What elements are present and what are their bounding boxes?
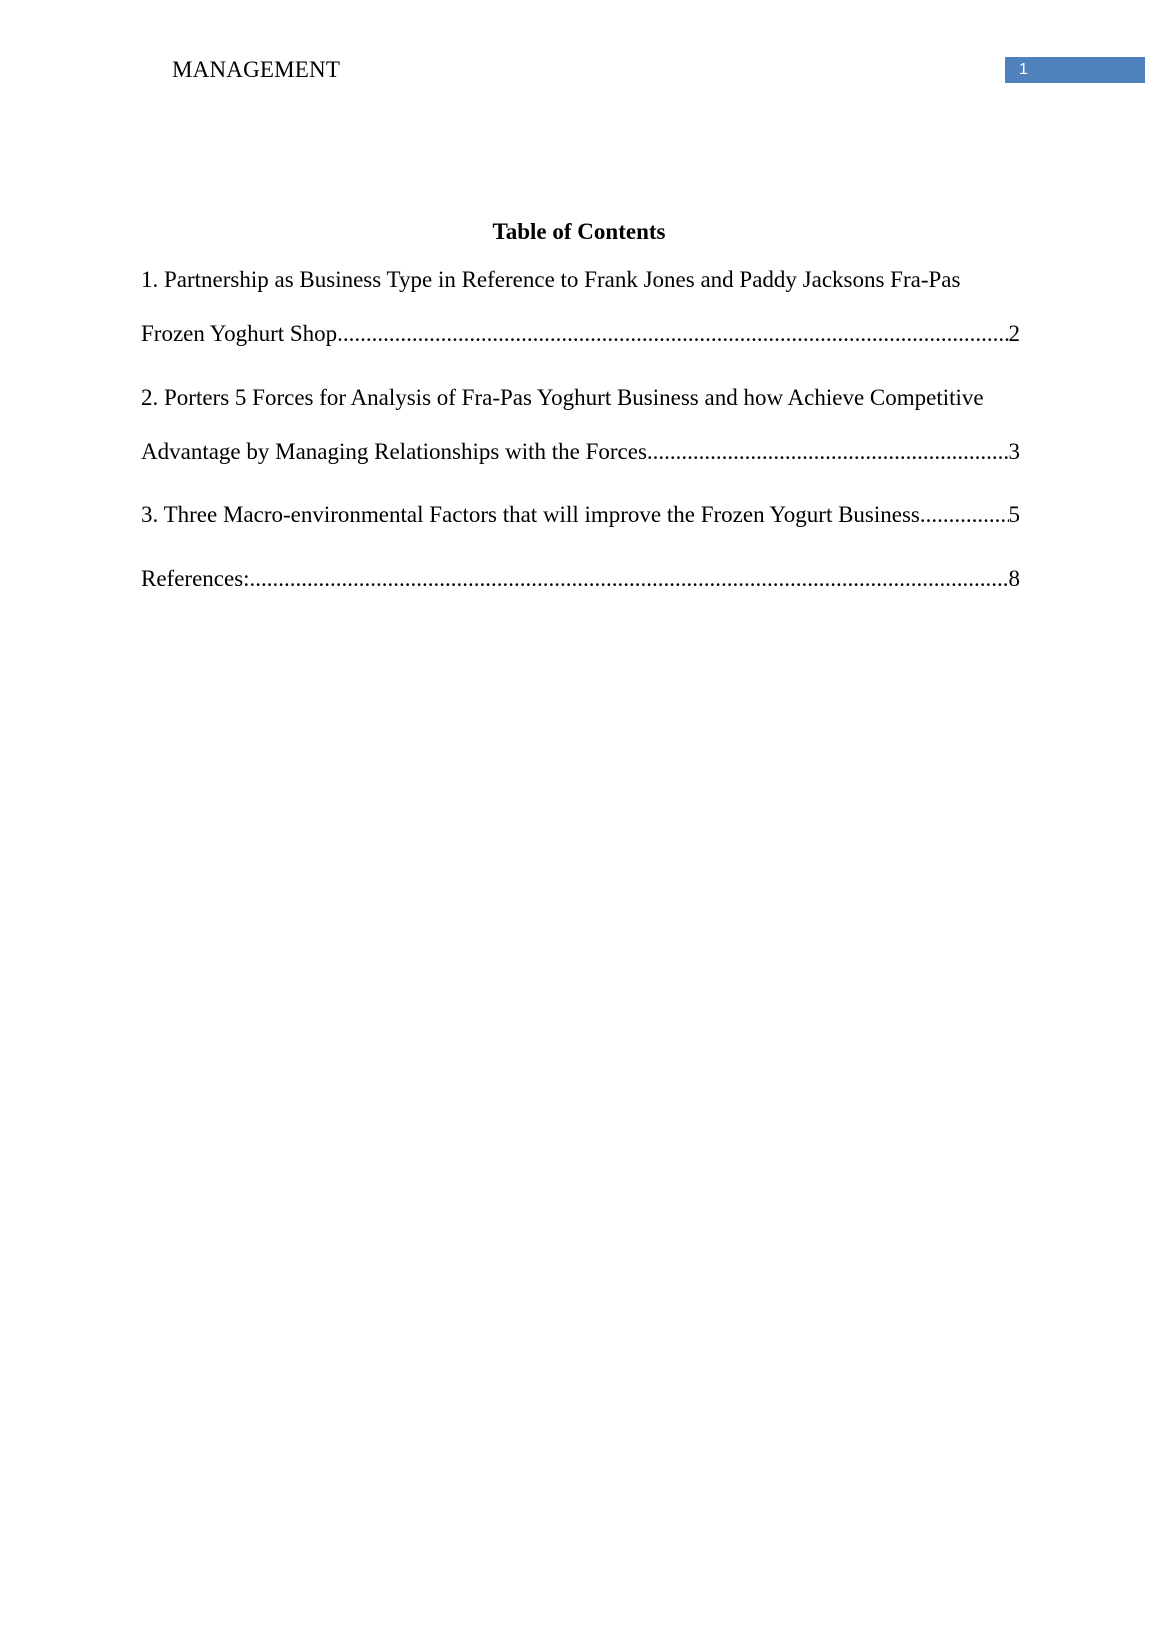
toc-entry-2-line-1[interactable] [141, 384, 1020, 412]
toc-entry-1-text: 1. Partnership as Business Type in Reference to Frank Jones and Paddy Jacksons Fra-Pas [141, 267, 961, 292]
page-number-badge [1005, 57, 1145, 83]
toc-entry-1-line-2[interactable] [141, 320, 1020, 348]
toc-entry-3[interactable] [141, 501, 1020, 529]
running-header-title: MANAGEMENT [172, 57, 341, 82]
toc-leader-dots [337, 320, 1008, 348]
toc-entry-3-page: 5 [1008, 502, 1020, 527]
toc-entry-3-text: 3. Three Macro-environmental Factors that will improve the Frozen Yogurt Business [141, 502, 920, 527]
toc-leader-dots [250, 565, 1009, 593]
toc-entry-1-line-1[interactable] [141, 266, 1020, 294]
toc-leader-dots [920, 501, 1009, 529]
toc-entry-4-text: References: [141, 566, 250, 591]
toc-entry-1-text-cont: Frozen Yoghurt Shop [141, 321, 338, 346]
toc-entry-4-page: 8 [1008, 566, 1020, 591]
toc-entry-references[interactable] [141, 565, 1020, 593]
toc-entry-2-text: 2. Porters 5 Forces for Analysis of Fra-Pas Yoghurt Business and how Achieve Competitive [141, 385, 984, 410]
toc-heading: Table of Contents [492, 219, 666, 244]
page-number: 1 [1019, 61, 1028, 78]
toc-entry-2-page: 3 [1008, 439, 1020, 464]
toc-entry-2-text-cont: Advantage by Managing Relationships with the Forces [141, 439, 647, 464]
toc-entry-1-page: 2 [1008, 321, 1020, 346]
toc-leader-dots [647, 438, 1009, 466]
toc-entry-2-line-2[interactable] [141, 438, 1020, 466]
